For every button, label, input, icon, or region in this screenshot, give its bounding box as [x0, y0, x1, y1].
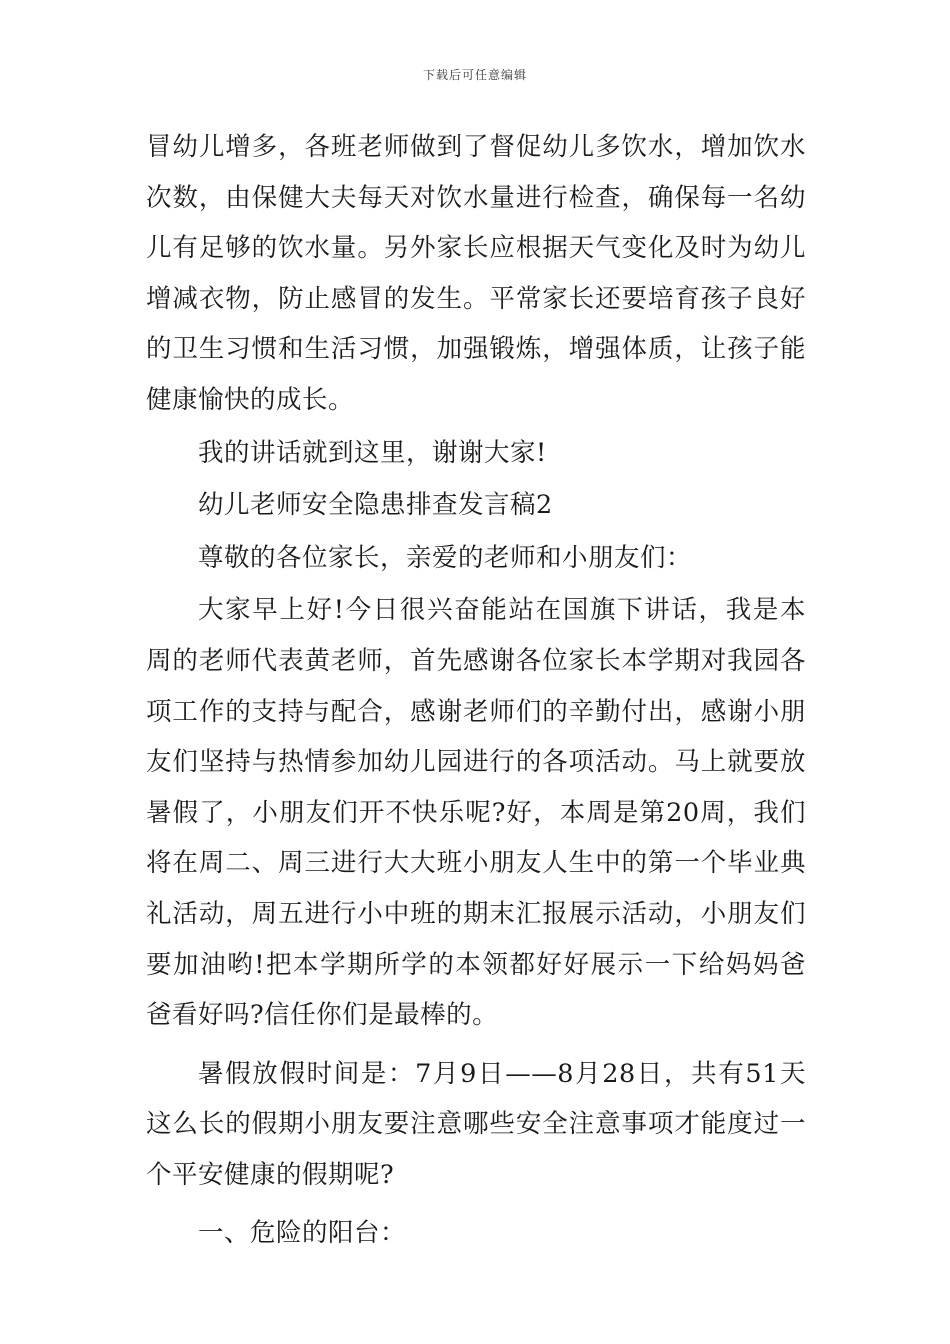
list-heading-balcony: 一、危险的阳台：: [198, 1218, 407, 1249]
document-body: [146, 122, 806, 1259]
salutation: 尊敬的各位家长，亲爱的老师和小朋友们：: [198, 542, 693, 573]
page-header: 下载后可任意编辑: [422, 68, 527, 82]
paragraph-continuation: 冒幼儿增多，各班老师做到了督促幼儿多饮水，增加饮水次数，由保健大夫每天对饮水量进行检查，确保每一名幼儿有足够的饮水量。另外家长应根据天气变化及时为幼儿增减衣物，防止感冒的发生。平常家长还要培育孩子良好的卫生习惯和生活习惯，加强锻炼，增强体质，让孩子能健康愉快的成长。: [146, 132, 806, 415]
section-title: 幼儿老师安全隐患排查发言稿2: [198, 490, 553, 521]
paragraph-greeting: 大家早上好!今日很兴奋能站在国旗下讲话，我是本周的老师代表黄老师，首先感谢各位家长本学期对我园各项工作的支持与配合，感谢老师们的辛勤付出，感谢小朋友们坚持与热情参加幼儿园进行的各项活动。马上就要放暑假了，小朋友们开不快乐呢?好，本周是第20周，我们将在周二、周三进行大大班小朋友人生中的第一个毕业典礼活动，周五进行小中班的期末汇报展示活动，小朋友们要加油哟!把本学期所学的本领都好好展示一下给妈妈爸爸看好吗?信任你们是最棒的。: [146, 595, 806, 1031]
paragraph-closing: 我的讲话就到这里，谢谢大家!: [198, 437, 547, 468]
paragraph-vacation-dates: 暑假放假时间是：7月9日——8月28日，共有51天这么长的假期小朋友要注意哪些安全注意事项才能度过一个平安健康的假期呢?: [146, 1058, 806, 1190]
